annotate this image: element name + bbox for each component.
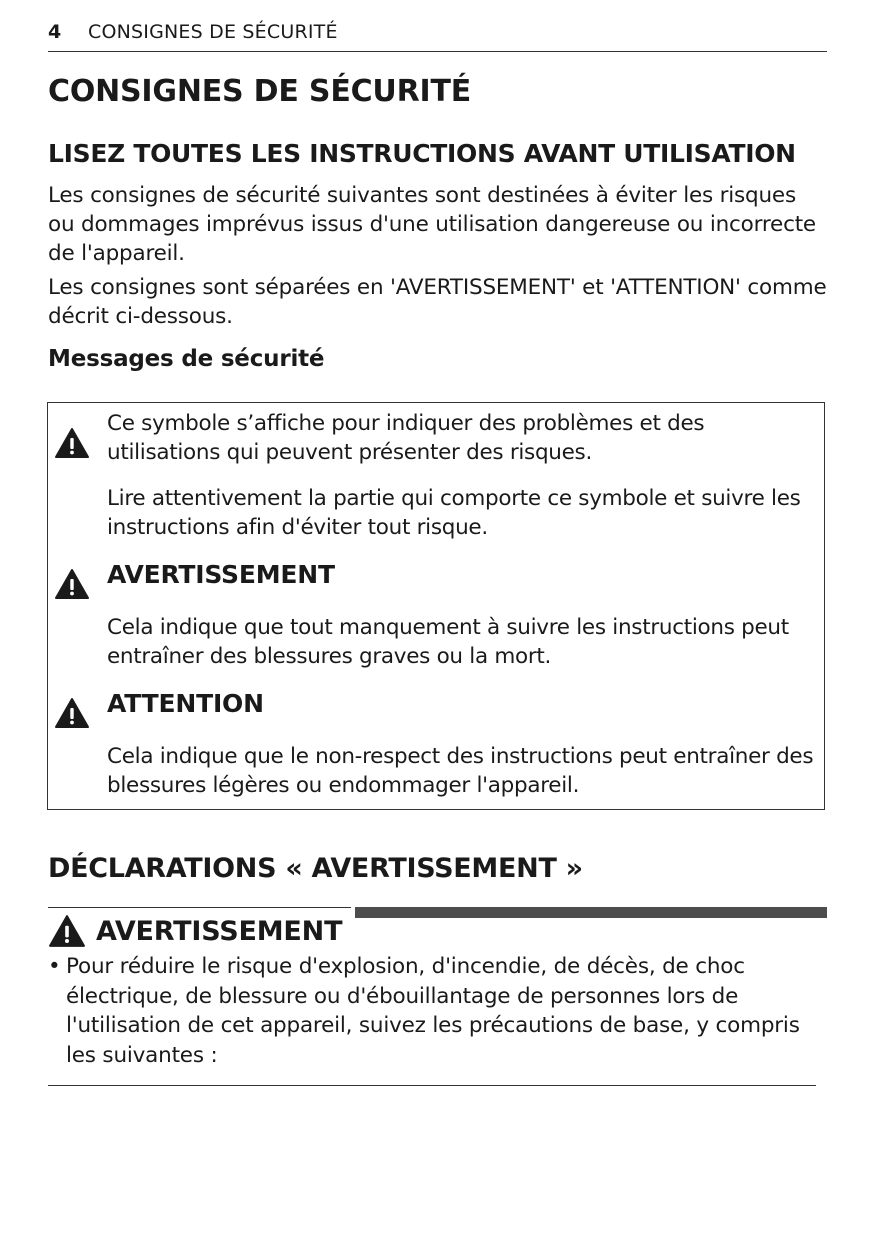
warning-triangle-icon xyxy=(54,427,90,459)
bullet-marker: • xyxy=(48,954,61,979)
page-title: CONSIGNES DE SÉCURITÉ xyxy=(48,74,472,109)
safety-messages-heading: Messages de sécurité xyxy=(48,346,325,372)
banner-rule-thin xyxy=(48,907,351,908)
warning-description: Cela indique que tout manquement à suivre les instructions peut entraîner des blessures graves ou la mort. xyxy=(107,615,789,669)
warning-banner xyxy=(48,914,342,948)
warning-label: AVERTISSEMENT xyxy=(107,560,335,589)
symbol-description: Ce symbole s’affiche pour indiquer des problèmes et des utilisations qui peuvent présenter des risques. xyxy=(107,411,705,465)
safety-messages-box xyxy=(47,402,825,810)
section-heading: LISEZ TOUTES LES INSTRUCTIONS AVANT UTILISATION xyxy=(48,139,796,168)
warning-triangle-icon xyxy=(54,697,90,729)
caution-description: Cela indique que le non-respect des instructions peut entraîner des blessures légères ou endommager l'appareil. xyxy=(107,744,814,798)
banner-rule-thick xyxy=(355,907,827,918)
declarations-heading: DÉCLARATIONS « AVERTISSEMENT » xyxy=(48,853,583,884)
page-number: 4 xyxy=(48,21,62,43)
intro-paragraph: Les consignes de sécurité suivantes sont destinées à éviter les risques ou dommages imprévus issus d'une utilisation dangereuse ou incorrecte de l'appareil. xyxy=(48,183,816,266)
caution-label: ATTENTION xyxy=(107,689,264,718)
warning-triangle-icon xyxy=(54,568,90,600)
page-header xyxy=(48,18,827,52)
bullet-text: Pour réduire le risque d'explosion, d'incendie, de décès, de choc électrique, de blessure ou d'ébouillantage de personnes lors de l'utilisation de cet appareil, suivez les précautions de base, y compris les suivantes : xyxy=(66,954,800,1068)
list-item xyxy=(48,952,828,1070)
bottom-rule xyxy=(48,1085,816,1086)
symbol-instruction: Lire attentivement la partie qui comporte ce symbole et suivre les instructions afin d'éviter tout risque. xyxy=(107,486,801,540)
categories-paragraph: Les consignes sont séparées en 'AVERTISSEMENT' et 'ATTENTION' comme décrit ci-dessous. xyxy=(48,275,827,329)
warning-banner-label: AVERTISSEMENT xyxy=(96,915,343,947)
warning-triangle-icon xyxy=(48,914,86,948)
running-title: CONSIGNES DE SÉCURITÉ xyxy=(88,21,338,43)
